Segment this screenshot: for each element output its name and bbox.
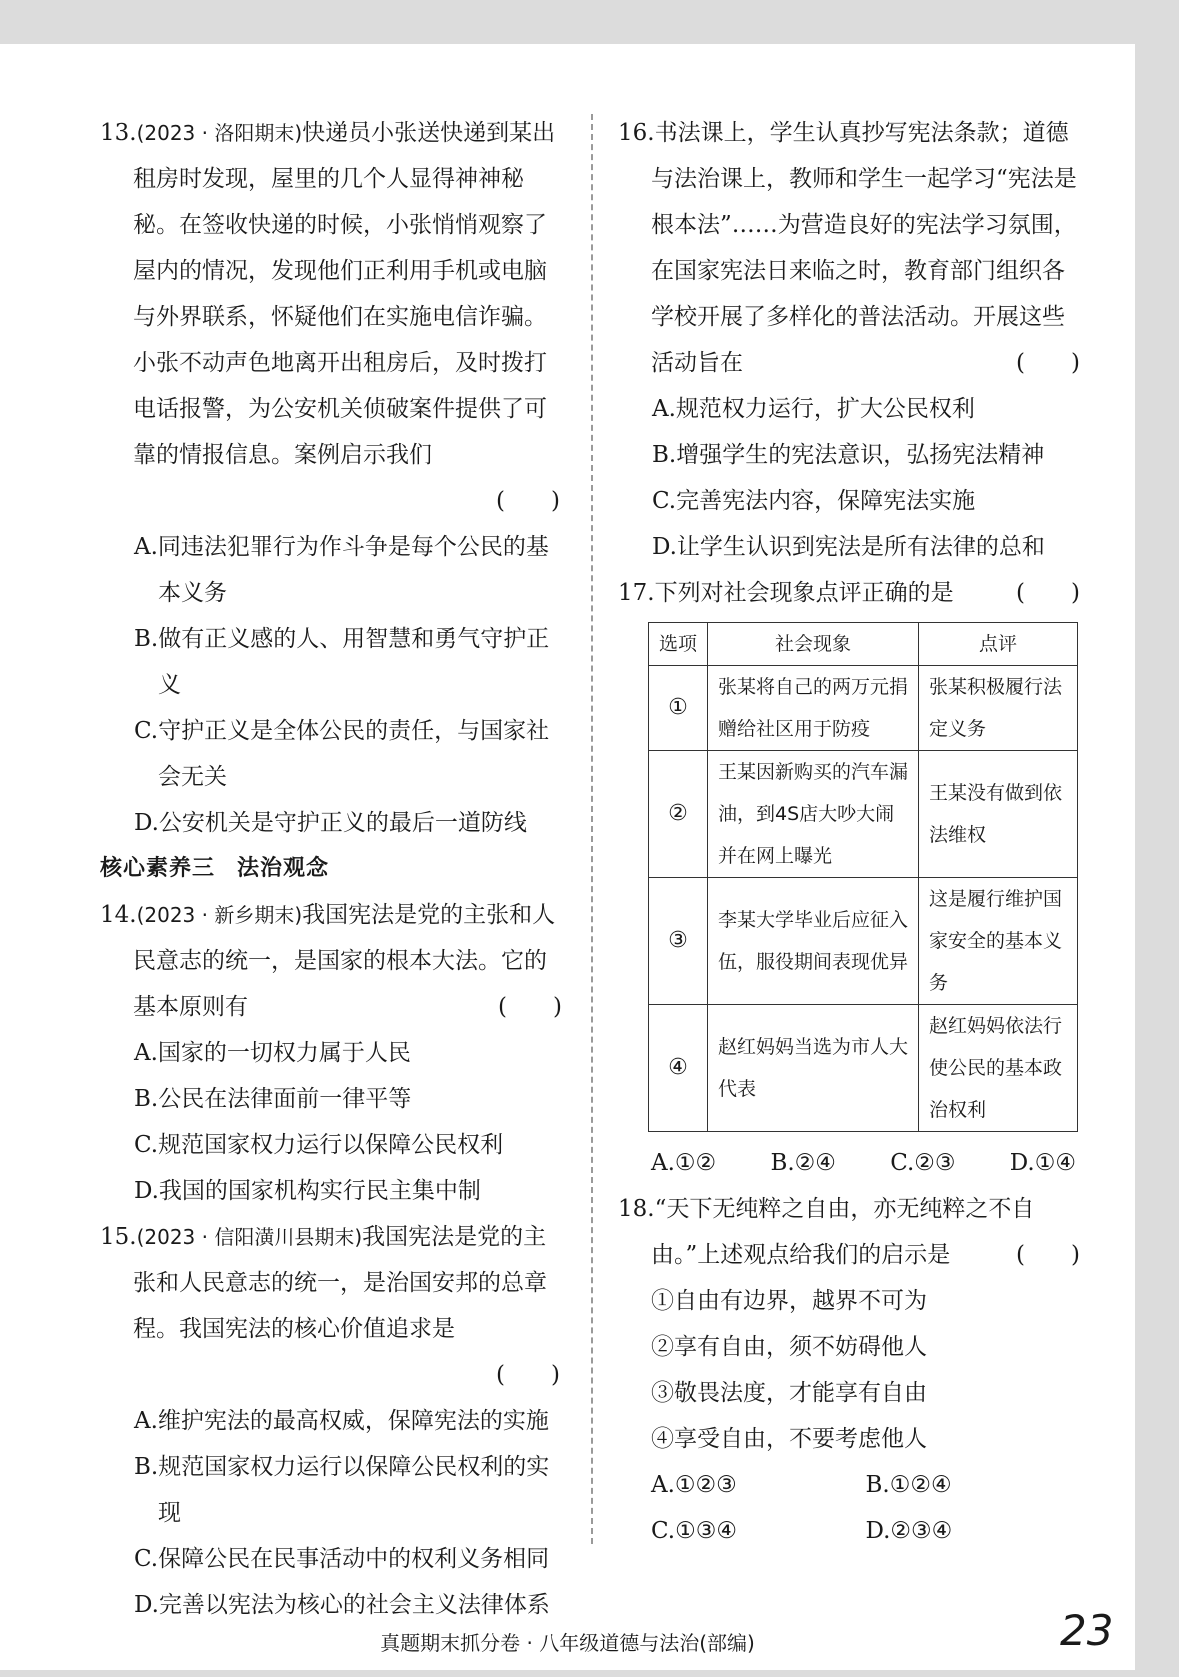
option-d: D.①④ [1009, 1150, 1076, 1176]
exam-page [0, 44, 1135, 1670]
option-a: A.①②③ [651, 1472, 737, 1498]
question-text: 下列对社会现象点评正确的是 [654, 580, 954, 606]
social-phenomena-table [648, 622, 1078, 1132]
table-header: 社会现象 [708, 623, 919, 666]
answer-blank: ( ) [498, 994, 562, 1020]
option-d: D.完善以宪法为核心的社会主义法律体系 [134, 1592, 550, 1618]
table-row [649, 878, 1078, 1005]
answer-blank: ( ) [1016, 350, 1080, 376]
option-b: B.公民在法律面前一律平等 [134, 1086, 412, 1112]
question-text: “天下无纯粹之自由，亦无纯粹之不自由。”上述观点给我们的启示是 [651, 1196, 1035, 1268]
table-header-row [649, 623, 1078, 666]
statement-item: ②享有自由，须不妨碍他人 [651, 1334, 927, 1360]
table-cell-option: ② [649, 751, 708, 878]
right-column [618, 110, 1080, 1554]
question-number: 15. [100, 1224, 137, 1250]
section-heading [100, 846, 562, 892]
answer-blank: ( ) [496, 1362, 560, 1388]
table-header: 选项 [649, 623, 708, 666]
table-row [649, 1005, 1078, 1132]
option-b: B.②④ [770, 1150, 836, 1176]
table-cell-phenomenon: 李某大学毕业后应征入伍，服役期间表现优异 [708, 878, 919, 1005]
option-c: C.①③④ [651, 1518, 737, 1544]
question-text: 我国宪法是党的主张和人民意志的统一，是治国安邦的总章程。我国宪法的核心价值追求是 [133, 1224, 547, 1342]
table-cell-option: ④ [649, 1005, 708, 1132]
question-17-stem [618, 570, 1080, 616]
options-row [618, 1140, 1080, 1186]
option-d: D.让学生认识到宪法是所有法律的总和 [652, 534, 1045, 560]
table-cell-phenomenon: 张某将自己的两万元捐赠给社区用于防疫 [708, 666, 919, 751]
table-row [649, 751, 1078, 878]
question-16 [618, 110, 1080, 570]
question-18 [618, 1186, 1080, 1554]
option-c: C.规范国家权力运行以保障公民权利 [134, 1132, 504, 1158]
question-14 [100, 892, 562, 1214]
question-text: 书法课上，学生认真抄写宪法条款；道德与法治课上，教师和学生一起学习“宪法是根本法”……为营造良好的宪法学习氛围，在国家宪法日来临之时，教育部门组织各学校开展了多样化的普法活动。开展这些活动旨在 [651, 120, 1077, 376]
option-d: D.我国的国家机构实行民主集中制 [134, 1178, 481, 1204]
table-header: 点评 [919, 623, 1078, 666]
statement-item: ③敬畏法度，才能享有自由 [651, 1380, 927, 1406]
table-cell-phenomenon: 赵红妈妈当选为市人大代表 [708, 1005, 919, 1132]
question-source: (2023 · 信阳潢川县期末) [136, 1225, 363, 1249]
page-footer: 真题期末抓分卷 · 八年级道德与法治(部编) [380, 1631, 755, 1655]
question-17 [618, 570, 1080, 1186]
question-18-stem [618, 1186, 1080, 1278]
option-b: B.增强学生的宪法意识，弘扬宪法精神 [652, 442, 1045, 468]
page-number: 23 [1060, 1606, 1114, 1655]
table-cell-comment: 赵红妈妈依法行使公民的基本政治权利 [919, 1005, 1078, 1132]
option-a: A.维护宪法的最高权威，保障宪法的实施 [134, 1408, 549, 1434]
options-grid [618, 1462, 1080, 1554]
option-b: B.规范国家权力运行以保障公民权利的实现 [134, 1454, 550, 1526]
question-number: 17. [618, 580, 655, 606]
option-d: D.公安机关是守护正义的最后一道防线 [134, 810, 527, 836]
question-number: 16. [618, 120, 655, 146]
option-c: C.保障公民在民事活动中的权利义务相同 [134, 1546, 550, 1572]
table-cell-comment: 张某积极履行法定义务 [919, 666, 1078, 751]
question-source: (2023 · 洛阳期末) [136, 121, 303, 145]
table-cell-phenomenon: 王某因新购买的汽车漏油，到4S店大吵大闹并在网上曝光 [708, 751, 919, 878]
answer-blank: ( ) [1016, 1242, 1080, 1268]
table-row [649, 666, 1078, 751]
table-cell-option: ③ [649, 878, 708, 1005]
question-13 [100, 110, 562, 846]
option-c: C.守护正义是全体公民的责任，与国家社会无关 [134, 718, 550, 790]
question-source: (2023 · 新乡期末) [136, 903, 303, 927]
left-column [100, 110, 562, 1628]
option-a: A.国家的一切权力属于人民 [134, 1040, 411, 1066]
option-a: A.①② [651, 1150, 717, 1176]
question-16-stem [618, 110, 1080, 386]
question-text: 我国宪法是党的主张和人民意志的统一，是国家的根本大法。它的基本原则有 [133, 902, 556, 1020]
question-number: 14. [100, 902, 137, 928]
option-b: B.做有正义感的人、用智慧和勇气守护正义 [134, 626, 550, 698]
column-divider [591, 114, 593, 1544]
question-number: 13. [100, 120, 137, 146]
question-15 [100, 1214, 562, 1628]
option-c: C.②③ [890, 1150, 956, 1176]
option-b: B.①②④ [865, 1472, 952, 1498]
answer-blank: ( ) [1016, 580, 1080, 606]
option-c: C.完善宪法内容，保障宪法实施 [652, 488, 976, 514]
option-a: A.同违法犯罪行为作斗争是每个公民的基本义务 [134, 534, 549, 606]
table-cell-comment: 这是履行维护国家安全的基本义务 [919, 878, 1078, 1005]
section-label: 核心素养三 [100, 856, 216, 881]
question-text: 快递员小张送快递到某出租房时发现，屋里的几个人显得神神秘秘。在签收快递的时候，小张悄悄观察了屋内的情况，发现他们正利用手机或电脑与外界联系，怀疑他们在实施电信诈骗。小张不动声色地离开出租房后，及时拨打电话报警，为公安机关侦破案件提供了可靠的情报信息。案例启示我们 [133, 120, 556, 468]
option-a: A.规范权力运行，扩大公民权利 [652, 396, 975, 422]
section-title: 法治观念 [237, 856, 330, 881]
table-cell-comment: 王某没有做到依法维权 [919, 751, 1078, 878]
question-number: 18. [618, 1196, 655, 1222]
answer-blank: ( ) [496, 488, 560, 514]
option-d: D.②③④ [865, 1518, 953, 1544]
table-cell-option: ① [649, 666, 708, 751]
question-13-stem [100, 110, 562, 478]
question-15-stem [100, 1214, 562, 1352]
statement-item: ①自由有边界，越界不可为 [651, 1288, 927, 1314]
statement-item: ④享受自由，不要考虑他人 [651, 1426, 927, 1452]
question-14-stem [100, 892, 562, 1030]
